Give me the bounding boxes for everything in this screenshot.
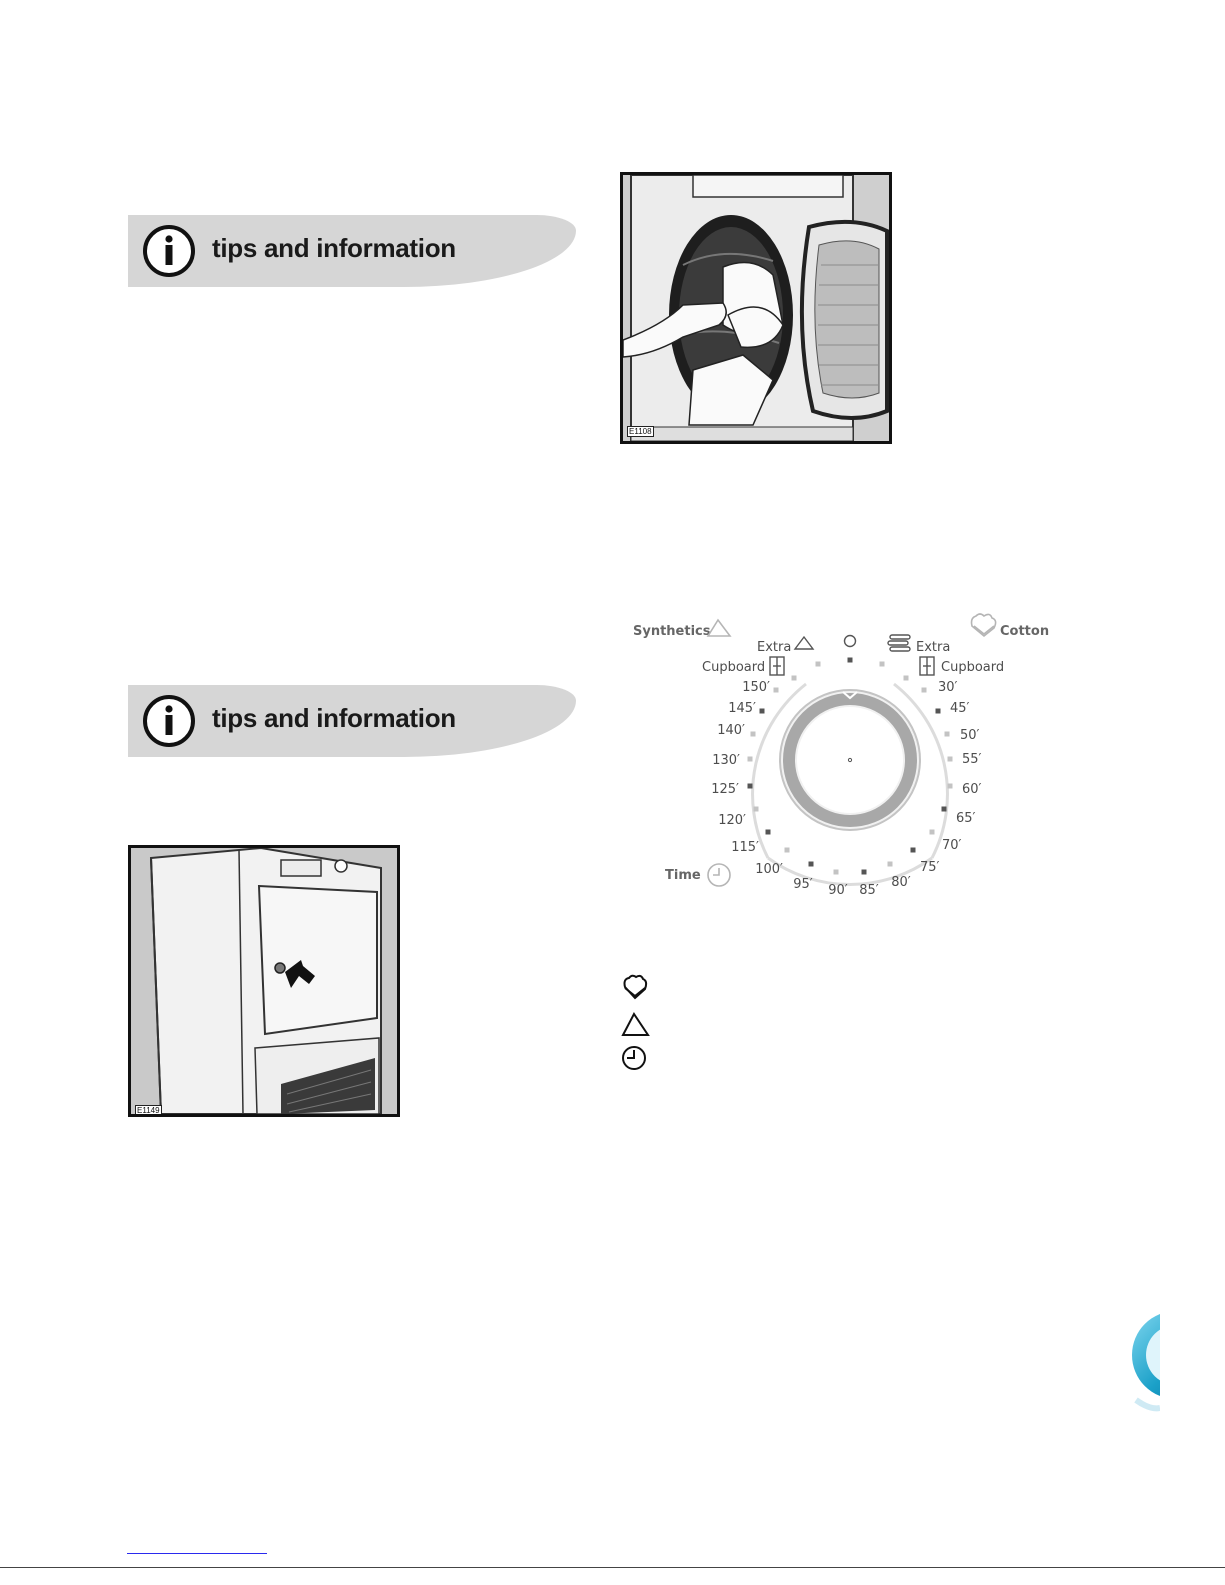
dial-position-marker (922, 688, 927, 693)
time-option-label: 130′ (712, 753, 740, 768)
drum-cleaning-drawing (623, 175, 889, 441)
time-option-label: 140′ (717, 723, 745, 738)
dial-position-marker (754, 807, 759, 812)
tips-banner (128, 685, 576, 757)
dial-knob-center[interactable] (797, 707, 903, 813)
dial-position-marker (904, 676, 909, 681)
dial-position-marker (751, 732, 756, 737)
dial-position-marker (785, 848, 790, 853)
time-option-label: 75′ (920, 860, 940, 875)
dial-position-marker (834, 870, 839, 875)
time-option-label: 115′ (731, 840, 759, 855)
dial-position-marker (948, 757, 953, 762)
brand-logo-mark (1130, 1310, 1160, 1420)
banner-title: tips and information (212, 233, 456, 263)
info-icon (142, 224, 196, 278)
figure-code: E1149 (137, 1106, 160, 1115)
time-option-label: 80′ (891, 875, 911, 890)
time-icon (708, 864, 730, 886)
tips-banner (128, 215, 576, 287)
dial-position-marker (948, 784, 953, 789)
time-option-label: 65′ (956, 811, 976, 826)
dial-position-marker (945, 732, 950, 737)
extra-dry-cotton-label: Extra (916, 640, 951, 655)
dial-position-marker (760, 709, 765, 714)
dial-position-marker (848, 658, 853, 663)
time-option-label: 85′ (859, 883, 879, 898)
dial-position-marker (862, 870, 867, 875)
time-option-label: 70′ (942, 838, 962, 853)
dial-position-marker (792, 676, 797, 681)
extra-dry-synthetics-label: Extra (757, 640, 792, 655)
dial-position-marker (809, 862, 814, 867)
synthetics-small-icon (795, 637, 813, 649)
synthetics-label: Synthetics (633, 624, 711, 639)
cupboard-icon (920, 657, 934, 675)
time-option-label: 95′ (793, 877, 813, 892)
figure-code: E1108 (629, 427, 652, 436)
dial-position-marker (936, 709, 941, 714)
time-option-label: 50′ (960, 728, 980, 743)
time-option-label: 55′ (962, 752, 982, 767)
drum-cleaning-illustration (620, 172, 892, 444)
time-option-label: 45′ (950, 701, 970, 716)
cotton-icon (620, 973, 650, 1003)
banner-title: tips and information (212, 703, 456, 733)
footer-link-underline[interactable] (127, 1553, 267, 1554)
dial-position-marker (816, 662, 821, 667)
footer-rule (0, 1567, 1225, 1568)
dial-position-marker (942, 807, 947, 812)
dryer-door-illustration (128, 845, 400, 1117)
time-option-label: 30′ (938, 680, 958, 695)
programme-dial[interactable] (620, 600, 1060, 910)
dial-position-marker (888, 862, 893, 867)
off-position-icon (845, 636, 856, 647)
dial-position-marker (911, 848, 916, 853)
time-option-label: 100′ (755, 862, 783, 877)
cotton-label: Cotton (1000, 624, 1050, 639)
dial-position-marker (766, 830, 771, 835)
time-icon (620, 1043, 650, 1073)
time-label: Time (665, 868, 701, 883)
dial-position-marker (930, 830, 935, 835)
synthetics-icon (708, 620, 730, 636)
cupboard-dry-synthetics-label: Cupboard (702, 660, 766, 675)
dial-position-marker (774, 688, 779, 693)
cupboard-icon (770, 657, 784, 675)
time-option-label: 120′ (718, 813, 746, 828)
time-option-label: 125′ (711, 782, 739, 797)
stack-icon (888, 635, 910, 651)
time-option-label: 60′ (962, 782, 982, 797)
dial-position-marker (748, 757, 753, 762)
time-option-label: 90′ (828, 883, 848, 898)
dial-position-marker (748, 784, 753, 789)
time-option-label: 150′ (742, 680, 770, 695)
info-icon (142, 694, 196, 748)
dryer-door-drawing (131, 848, 397, 1114)
dial-position-marker (880, 662, 885, 667)
synthetics-icon (620, 1009, 650, 1039)
cupboard-dry-cotton-label: Cupboard (941, 660, 1005, 675)
cotton-icon (972, 614, 996, 636)
time-option-label: 145′ (728, 701, 756, 716)
